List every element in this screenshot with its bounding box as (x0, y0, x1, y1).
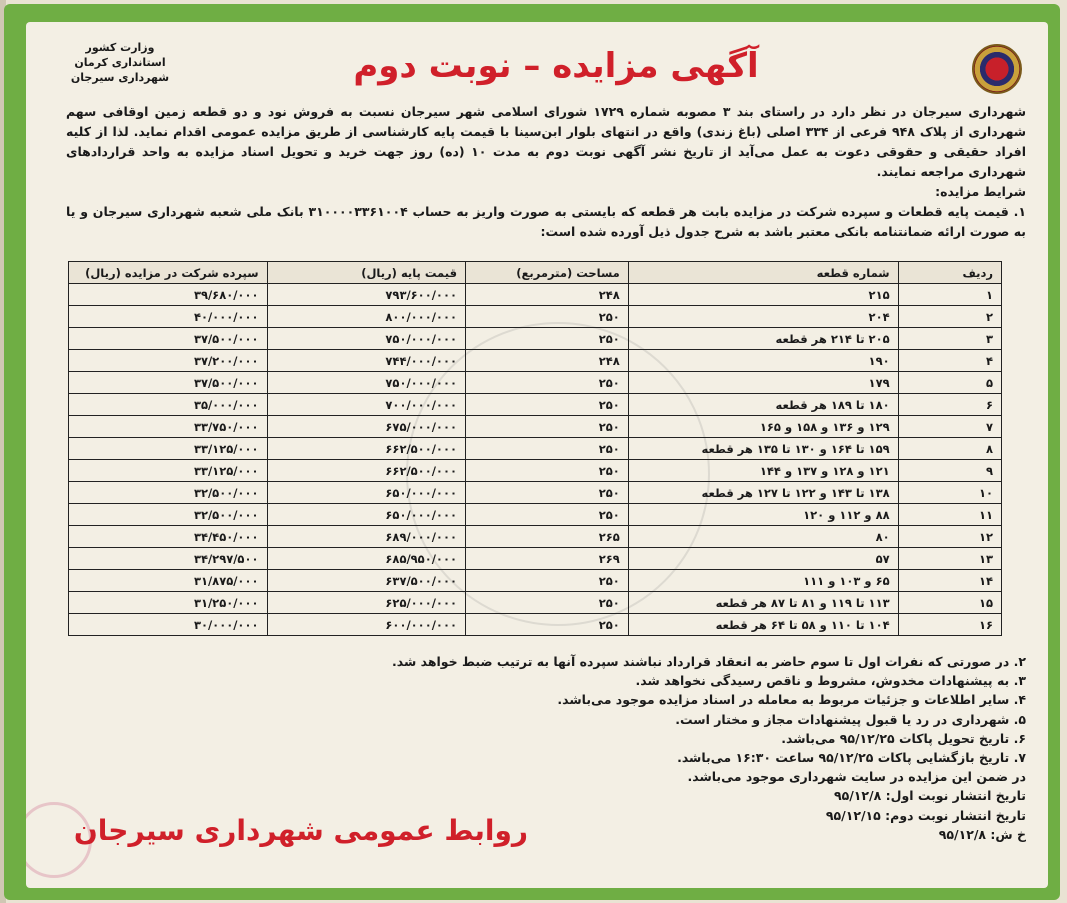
cell-area: ۲۵۰ (465, 504, 628, 526)
cell-deposit: ۳۷/۵۰۰/۰۰۰ (69, 328, 268, 350)
cell-deposit: ۳۲/۵۰۰/۰۰۰ (69, 482, 268, 504)
municipality-logo-icon (972, 44, 1022, 94)
table-row (69, 592, 1002, 614)
cell-area: ۲۵۰ (465, 394, 628, 416)
lots-table (68, 261, 1002, 636)
cell-deposit: ۳۹/۶۸۰/۰۰۰ (69, 284, 268, 306)
cell-base-price: ۷۹۳/۶۰۰/۰۰۰ (267, 284, 465, 306)
table-row (69, 460, 1002, 482)
cell-base-price: ۷۵۰/۰۰۰/۰۰۰ (267, 372, 465, 394)
cell-row-number: ۱۶ (898, 614, 1001, 636)
green-frame (4, 4, 1060, 900)
cell-base-price: ۶۶۲/۵۰۰/۰۰۰ (267, 438, 465, 460)
cell-area: ۲۵۰ (465, 460, 628, 482)
table-row (69, 438, 1002, 460)
note-item: ۵. شهرداری در رد یا قبول پیشنهادات مجاز و مختار است. (675, 711, 1026, 727)
ministry-block (60, 40, 180, 85)
table-body (69, 284, 1002, 636)
cell-lot-number: ۲۰۵ تا ۲۱۴ هر قطعه (628, 328, 898, 350)
cell-lot-number: ۲۰۴ (628, 306, 898, 328)
cell-deposit: ۳۱/۸۷۵/۰۰۰ (69, 570, 268, 592)
cell-area: ۲۵۰ (465, 614, 628, 636)
cell-base-price: ۷۴۴/۰۰۰/۰۰۰ (267, 350, 465, 372)
note-item: تاریخ انتشار نوبت اول: ۹۵/۱۲/۸ (833, 788, 1026, 804)
table-row (69, 284, 1002, 306)
cell-deposit: ۳۳/۱۲۵/۰۰۰ (69, 438, 268, 460)
header (26, 22, 1048, 102)
cell-area: ۲۵۰ (465, 416, 628, 438)
cell-deposit: ۳۳/۱۲۵/۰۰۰ (69, 460, 268, 482)
cell-row-number: ۱۴ (898, 570, 1001, 592)
table-row (69, 548, 1002, 570)
header-base-price: قیمت پایه (ریال) (267, 262, 465, 284)
cell-base-price: ۶۵۰/۰۰۰/۰۰۰ (267, 482, 465, 504)
note-item: ۳. به پیشنهادات مخدوش، مشروط و ناقص رسیدگی نخواهد شد. (635, 673, 1026, 689)
cell-lot-number: ۸۸ و ۱۱۲ و ۱۲۰ (628, 504, 898, 526)
header-row-number: ردیف (898, 262, 1001, 284)
cell-deposit: ۳۲/۵۰۰/۰۰۰ (69, 504, 268, 526)
table-row (69, 416, 1002, 438)
cell-lot-number: ۶۵ و ۱۰۳ و ۱۱۱ (628, 570, 898, 592)
header-deposit: سپرده شرکت در مزایده (ریال) (69, 262, 268, 284)
cell-lot-number: ۱۲۹ و ۱۳۶ و ۱۵۸ و ۱۶۵ (628, 416, 898, 438)
signature: روابط عمومی شهرداری سیرجان (73, 814, 528, 847)
cell-deposit: ۳۰/۰۰۰/۰۰۰ (69, 614, 268, 636)
intro-text (66, 102, 1026, 242)
cell-row-number: ۵ (898, 372, 1001, 394)
cell-deposit: ۳۳/۷۵۰/۰۰۰ (69, 416, 268, 438)
cell-base-price: ۸۰۰/۰۰۰/۰۰۰ (267, 306, 465, 328)
conditions-title: شرایط مزایده: (935, 184, 1026, 199)
cell-area: ۲۶۹ (465, 548, 628, 570)
cell-lot-number: ۱۱۳ تا ۱۱۹ و ۸۱ تا ۸۷ هر قطعه (628, 592, 898, 614)
cell-row-number: ۷ (898, 416, 1001, 438)
header-area: مساحت (مترمربع) (465, 262, 628, 284)
cell-deposit: ۳۵/۰۰۰/۰۰۰ (69, 394, 268, 416)
cell-deposit: ۳۷/۲۰۰/۰۰۰ (69, 350, 268, 372)
cell-lot-number: ۱۰۴ تا ۱۱۰ و ۵۸ تا ۶۴ هر قطعه (628, 614, 898, 636)
table-row (69, 372, 1002, 394)
ministry-line: وزارت کشور (85, 41, 155, 54)
table-row (69, 526, 1002, 548)
cell-area: ۲۵۰ (465, 328, 628, 350)
cell-lot-number: ۱۹۰ (628, 350, 898, 372)
cell-lot-number: ۱۵۹ تا ۱۶۴ و ۱۳۰ تا ۱۳۵ هر قطعه (628, 438, 898, 460)
cell-base-price: ۷۵۰/۰۰۰/۰۰۰ (267, 328, 465, 350)
table-header-row (69, 262, 1002, 284)
advertisement-sheet (26, 22, 1048, 888)
note-item: ۶. تاریخ تحویل پاکات ۹۵/۱۲/۲۵ می‌باشد. (781, 730, 1026, 746)
table-row (69, 306, 1002, 328)
table-row (69, 394, 1002, 416)
cell-base-price: ۶۵۰/۰۰۰/۰۰۰ (267, 504, 465, 526)
province-line: استانداری کرمان (74, 56, 166, 69)
cell-area: ۲۵۰ (465, 306, 628, 328)
cell-base-price: ۶۷۵/۰۰۰/۰۰۰ (267, 416, 465, 438)
cell-base-price: ۶۳۷/۵۰۰/۰۰۰ (267, 570, 465, 592)
cell-lot-number: ۸۰ (628, 526, 898, 548)
cell-deposit: ۴۰/۰۰۰/۰۰۰ (69, 306, 268, 328)
cell-area: ۲۵۰ (465, 438, 628, 460)
cell-row-number: ۱۳ (898, 548, 1001, 570)
cell-lot-number: ۱۲۱ و ۱۲۸ و ۱۳۷ و ۱۴۴ (628, 460, 898, 482)
condition-1: ۱. قیمت پایه قطعات و سپرده شرکت در مزایده بابت هر قطعه که بایستی به صورت واریز به حساب ۳۱۰۰۰۰۳۳۶۱۰۰۴ بانک ملی شعبه شهرداری سیرجان و یا به صورت ارائه ضمانتنامه بانکی معتبر باشد به شرح جدول ذیل آورده شده است: (66, 204, 1026, 239)
intro-paragraph: شهرداری سیرجان در نظر دارد در راستای بند ۳ مصوبه شماره ۱۷۲۹ شورای اسلامی شهر سیرجان نسبت به فروش نود و دو قطعه زمین اوقافی سهم شهرداری از پلاک ۹۴۸ فرعی از ۳۳۴ اصلی (باغ زندی) واقع در انتهای بلوار ابن‌سینا با قیمت پایه کارشناسی از طریق مزایده عمومی اقدام نماید. لذا از کلیه افراد حقیقی و حقوقی دعوت به عمل می‌آید از تاریخ نشر آگهی نوبت دوم به مدت ۱۰ (ده) روز جهت خرید و تحویل اسناد مزایده به واحد قراردادهای شهرداری مراجعه نمایند. (66, 104, 1027, 179)
cell-area: ۲۵۰ (465, 372, 628, 394)
cell-row-number: ۸ (898, 438, 1001, 460)
cell-lot-number: ۱۳۸ تا ۱۴۳ و ۱۲۲ تا ۱۲۷ هر قطعه (628, 482, 898, 504)
cell-area: ۲۵۰ (465, 592, 628, 614)
table-row (69, 570, 1002, 592)
cell-deposit: ۳۷/۵۰۰/۰۰۰ (69, 372, 268, 394)
cell-row-number: ۳ (898, 328, 1001, 350)
page-title: آگهی مزایده – نوبت دوم (353, 46, 759, 86)
cell-base-price: ۶۸۹/۰۰۰/۰۰۰ (267, 526, 465, 548)
note-item: ۲. در صورتی که نفرات اول تا سوم حاضر به انعقاد قرارداد نباشند سپرده آنها به ترتیب ضبط خواهد شد. (391, 654, 1026, 669)
cell-lot-number: ۵۷ (628, 548, 898, 570)
cell-row-number: ۹ (898, 460, 1001, 482)
table-row (69, 350, 1002, 372)
cell-row-number: ۱ (898, 284, 1001, 306)
table-row (69, 328, 1002, 350)
cell-base-price: ۶۸۵/۹۵۰/۰۰۰ (267, 548, 465, 570)
note-item: ۴. سایر اطلاعات و جزئیات مربوط به معامله در اسناد مزایده موجود می‌باشد. (557, 692, 1026, 708)
municipality-line: شهرداری سیرجان (70, 71, 170, 84)
cell-row-number: ۶ (898, 394, 1001, 416)
cell-area: ۲۶۵ (465, 526, 628, 548)
cell-area: ۲۵۰ (465, 482, 628, 504)
cell-deposit: ۳۱/۲۵۰/۰۰۰ (69, 592, 268, 614)
cell-row-number: ۱۲ (898, 526, 1001, 548)
note-item: تاریخ انتشار نوبت دوم: ۹۵/۱۲/۱۵ (825, 807, 1026, 823)
cell-area: ۲۴۸ (465, 350, 628, 372)
cell-row-number: ۱۵ (898, 592, 1001, 614)
table-row (69, 482, 1002, 504)
cell-row-number: ۱۱ (898, 504, 1001, 526)
cell-base-price: ۷۰۰/۰۰۰/۰۰۰ (267, 394, 465, 416)
note-item: خ ش: ۹۵/۱۲/۸ (938, 826, 1026, 842)
cell-lot-number: ۱۷۹ (628, 372, 898, 394)
cell-base-price: ۶۶۲/۵۰۰/۰۰۰ (267, 460, 465, 482)
cell-lot-number: ۲۱۵ (628, 284, 898, 306)
note-item: ۷. تاریخ بازگشایی پاکات ۹۵/۱۲/۲۵ ساعت ۱۶:۳۰ می‌باشد. (677, 750, 1026, 766)
cell-lot-number: ۱۸۰ تا ۱۸۹ هر قطعه (628, 394, 898, 416)
header-lot-number: شماره قطعه (628, 262, 898, 284)
cell-area: ۲۴۸ (465, 284, 628, 306)
cell-base-price: ۶۲۵/۰۰۰/۰۰۰ (267, 592, 465, 614)
cell-area: ۲۵۰ (465, 570, 628, 592)
note-item: در ضمن این مزایده در سایت شهرداری موجود می‌باشد. (687, 769, 1026, 785)
cell-row-number: ۱۰ (898, 482, 1001, 504)
cell-row-number: ۲ (898, 306, 1001, 328)
cell-deposit: ۳۴/۲۹۷/۵۰۰ (69, 548, 268, 570)
cell-deposit: ۳۴/۴۵۰/۰۰۰ (69, 526, 268, 548)
table-row (69, 504, 1002, 526)
table-row (69, 614, 1002, 636)
cell-row-number: ۴ (898, 350, 1001, 372)
cell-base-price: ۶۰۰/۰۰۰/۰۰۰ (267, 614, 465, 636)
